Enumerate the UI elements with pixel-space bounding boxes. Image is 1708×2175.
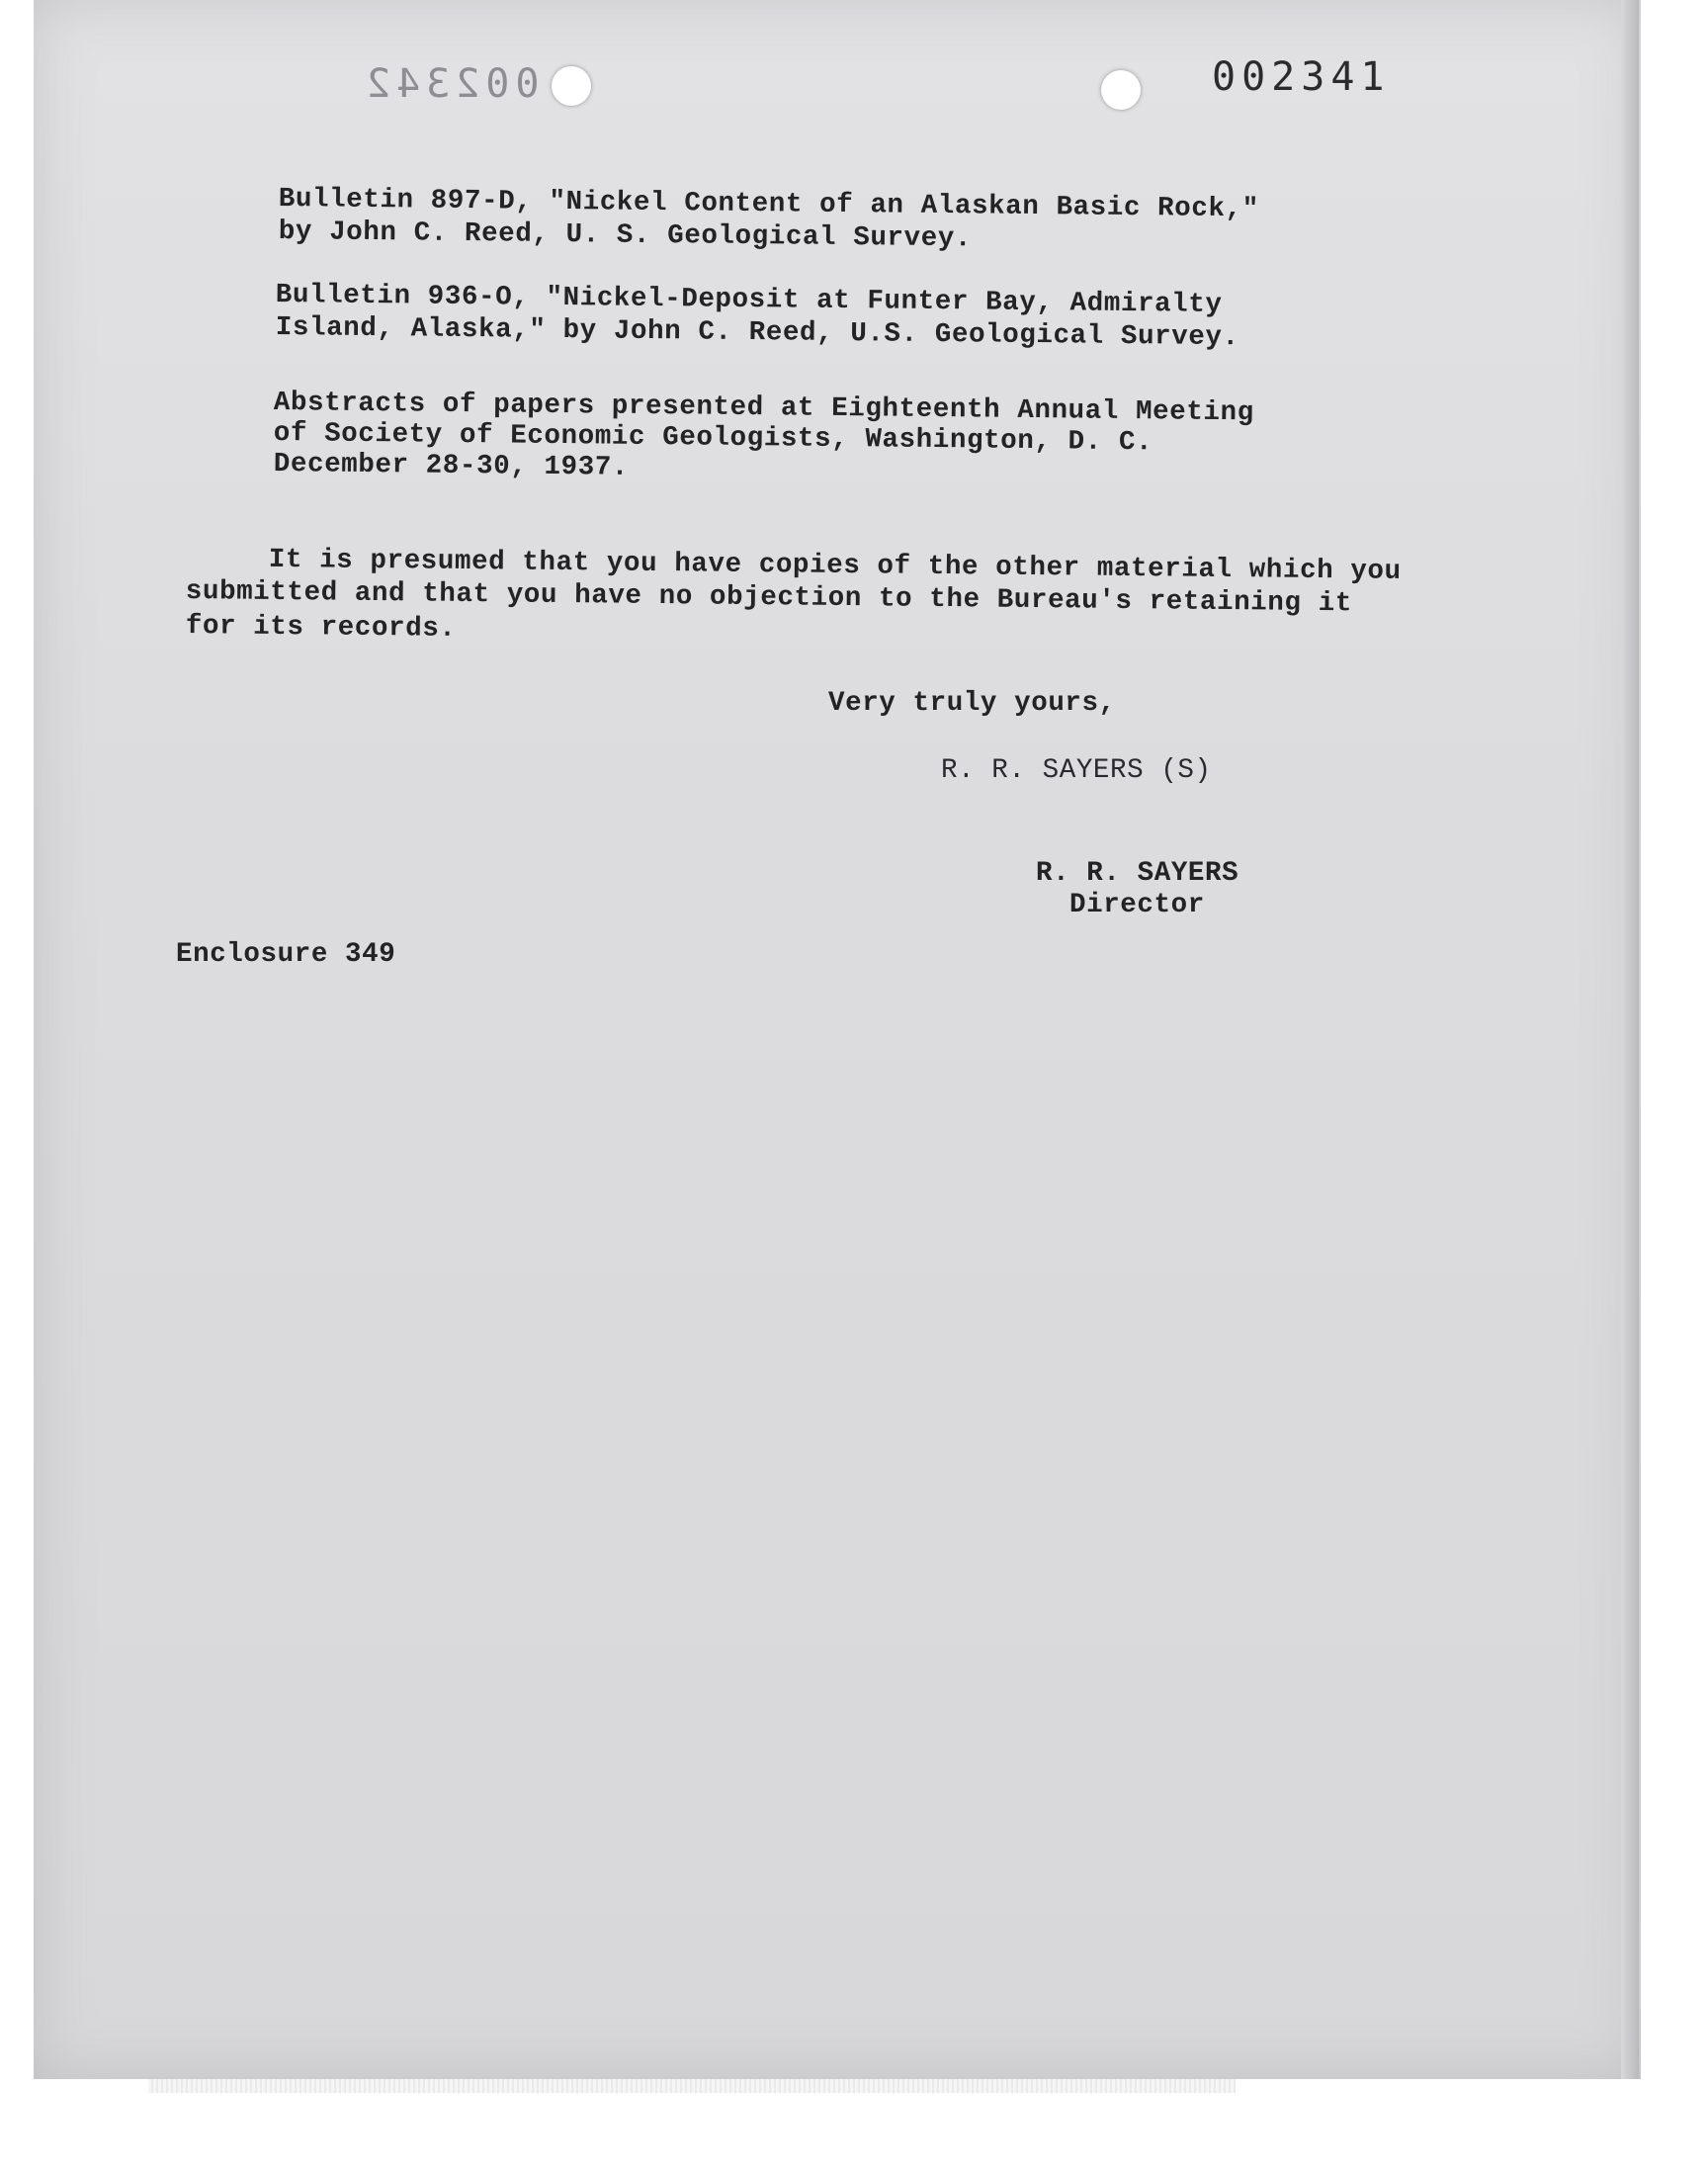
reference-line: Abstracts of papers presented at Eighteenth Annual Meeting: [273, 388, 1254, 429]
punch-hole-right: [1101, 70, 1141, 110]
punch-hole-left: [552, 66, 591, 106]
bleed-through-stamp-number: 002342: [361, 61, 540, 107]
body-line: for its records.: [185, 611, 457, 645]
signer-title: Director: [1069, 890, 1205, 920]
reference-line: December 28-30, 1937.: [273, 449, 630, 483]
reference-line: Bulletin 897-D, "Nickel Content of an Alaskan Basic Rock,": [278, 184, 1259, 225]
stamp-number: 002341: [1212, 54, 1391, 100]
signature-line: R. R. SAYERS (S): [941, 755, 1212, 786]
reference-line: Island, Alaska," by John C. Reed, U.S. Geological Survey.: [275, 312, 1239, 354]
closing-salutation: Very truly yours,: [828, 688, 1116, 719]
signer-name: R. R. SAYERS: [1036, 858, 1239, 889]
body-line: submitted and that you have no objection to the Bureau's retaining it: [185, 576, 1353, 620]
body-line: It is presumed that you have copies of the other material which you: [268, 544, 1402, 587]
enclosure-note: Enclosure 349: [176, 939, 396, 970]
reference-line: by John C. Reed, U. S. Geological Survey.: [278, 217, 973, 255]
reference-line: Bulletin 936-O, "Nickel-Deposit at Funter Bay, Admiralty: [275, 280, 1223, 321]
scan-strip: [148, 2079, 1236, 2093]
reference-line: of Society of Economic Geologists, Washington, D. C.: [273, 418, 1153, 459]
page-edge: [1621, 0, 1639, 2079]
